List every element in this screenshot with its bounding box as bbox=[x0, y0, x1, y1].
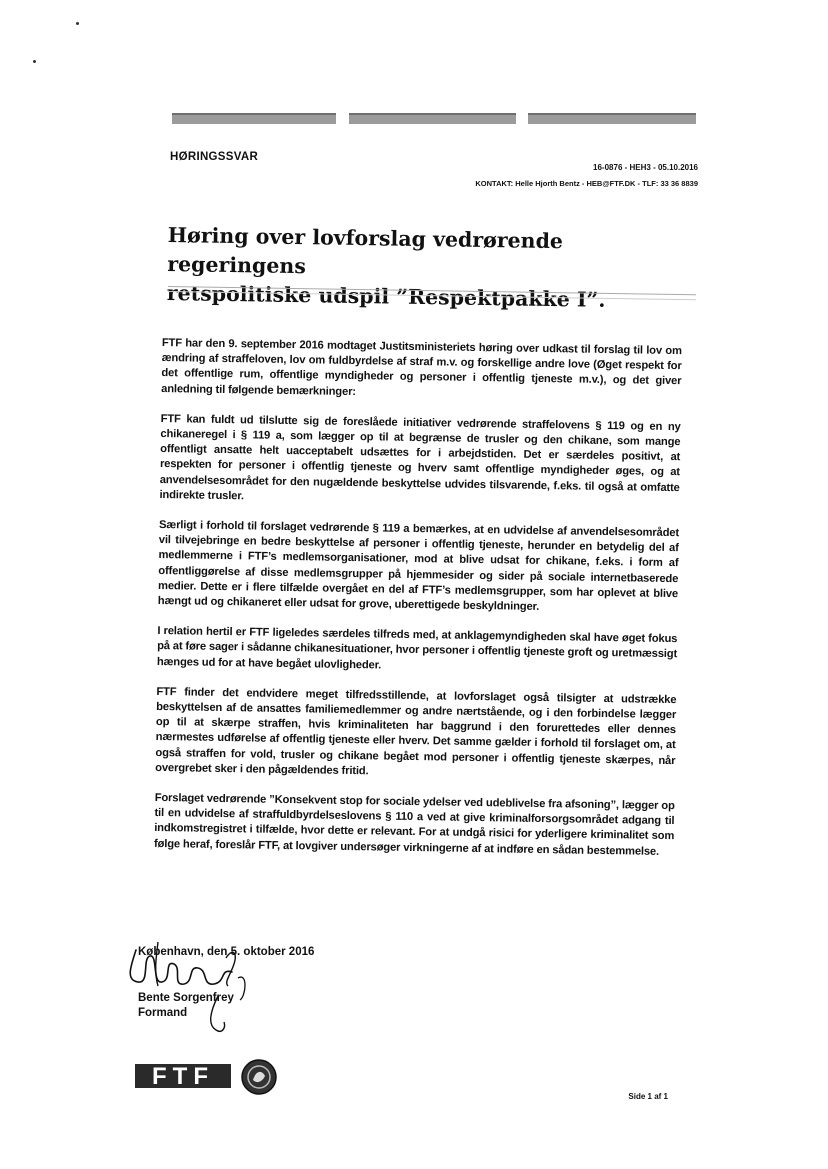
seal-icon bbox=[240, 1058, 278, 1096]
ftf-logo bbox=[135, 1062, 231, 1090]
body-paragraph-5: FTF finder det endvidere meget tilfredsstillende, at lovforslaget også tilsigter at udstrække beskyttelsen af de ansattes familiemedlemmer og andre nærtstående, og i den forbindelse lægger op til at skærpe straffen, hvis kriminaliteten har baggrund i den forurettedes eller dennes nærmestes udførelse af offentlig tjeneste eller hverv. Det samme gælder i forhold til forslaget om, at også straffen for vold, trusler og chikane begået mod personer i offentlig tjeneste skærpes, når overgrebet sker i den pågældendes fritid. bbox=[155, 685, 677, 778]
page-number: Side 1 af 1 bbox=[628, 1092, 668, 1101]
scan-speck bbox=[33, 60, 36, 63]
body-paragraph-4: I relation hertil er FTF ligeledes særdeles tilfreds med, at anklagemyndigheden skal have øget fokus på at føre sager i sådanne chikanesituationer, hvor personer i offentlig tjeneste groft og uretmæssigt hænges ud for at have begået ulovligheder. bbox=[156, 625, 678, 672]
header-bar-right bbox=[528, 113, 696, 124]
body-paragraph-6: Forslaget vedrørende ”Konsekvent stop for sociale ydelser ved udeblivelse fra afsoning”, lægger op til en udvidelse af straffuldbyrdelseslovens § 110 a ved at give kriminalforsorgsområdet adgang til indkomstregistret i tilfælde, hvor dette er relevant. For at undgå risici for yderligere kriminalitet som følge heraf, foreslår FTF, at lovgiver undersøger virkningerne af at indføre en sådan bestemmelse. bbox=[153, 792, 675, 858]
body-paragraph-1: FTF har den 9. september 2016 modtaget Justitsministeriets høring over udkast til forslag til lov om ændring af straffeloven, lov om fuldbyrdelse af straf m.v. og forskellige andre love (Øget respekt for det offentlige rum, offentlige myndigheder og personer i offentlig tjeneste m.v.), og det giver anledning til følgende bemærkninger: bbox=[161, 336, 682, 398]
contact-line: KONTAKT: Helle Hjorth Bentz - HEB@FTF.DK - TLF: 33 36 8839 bbox=[475, 179, 698, 188]
body-paragraph-3: Særligt i forhold til forslaget vedrørende § 119 a bemærkes, at en udvidelse af anvendelsesområdet vil tilvejebringe en bedre beskyttelse af personer i offentlig tjeneste, herunder en betydelig del af medlemmerne i FTF’s medlemsorganisationer, mod at blive udsat for chikane, f.eks. i form af offentliggørelse af disse medlemsgrupper på hjemmesider og sider på sociale internetbaserede medier. Dette er i flere tilfælde overgået en del af FTF’s medlemsgrupper, som har oplevet at blive hængt ud og chikaneret eller udsat for grove, uberettigede beskyldninger. bbox=[157, 519, 680, 614]
header-bar-middle bbox=[349, 113, 516, 124]
signer-title: Formand bbox=[138, 1007, 188, 1019]
document-type: HØRINGSSVAR bbox=[170, 151, 259, 163]
letter-title bbox=[167, 221, 708, 316]
signature-block bbox=[128, 938, 388, 1048]
signer-name: Bente Sorgenfrey bbox=[138, 992, 234, 1004]
header-bar-left bbox=[172, 113, 336, 124]
place-and-date: København, den 5. oktober 2016 bbox=[138, 946, 315, 958]
body-paragraph-2: FTF kan fuldt ud tilslutte sig de foreslåede initiativer vedrørende straffelovens § 119 og en ny chikaneregel i § 119 a, som lægger op til at begrænse de trusler og den chikane, som mange offentligt ansatte helt uacceptabelt udsættes for i arbejdstiden. Det er særdeles positivt, at respekten for personer i offentlig tjeneste og hverv samt offentlige myndigheder øges, og at anvendelsesområdet for den nugældende beskyttelse udvides tilsvarende, f.eks. til også at omfatte indirekte trusler. bbox=[159, 412, 681, 503]
letter-body bbox=[154, 336, 682, 875]
title-line-1: Høring over lovforslag vedrørende regeringens bbox=[167, 222, 564, 279]
title-line-2: retspolitiske udspil ”Respektpakke I”. bbox=[166, 280, 606, 312]
case-reference: 16-0876 - HEH3 - 05.10.2016 bbox=[593, 163, 698, 172]
scan-speck bbox=[76, 22, 79, 25]
svg-text:FTF: FTF bbox=[152, 1063, 214, 1090]
